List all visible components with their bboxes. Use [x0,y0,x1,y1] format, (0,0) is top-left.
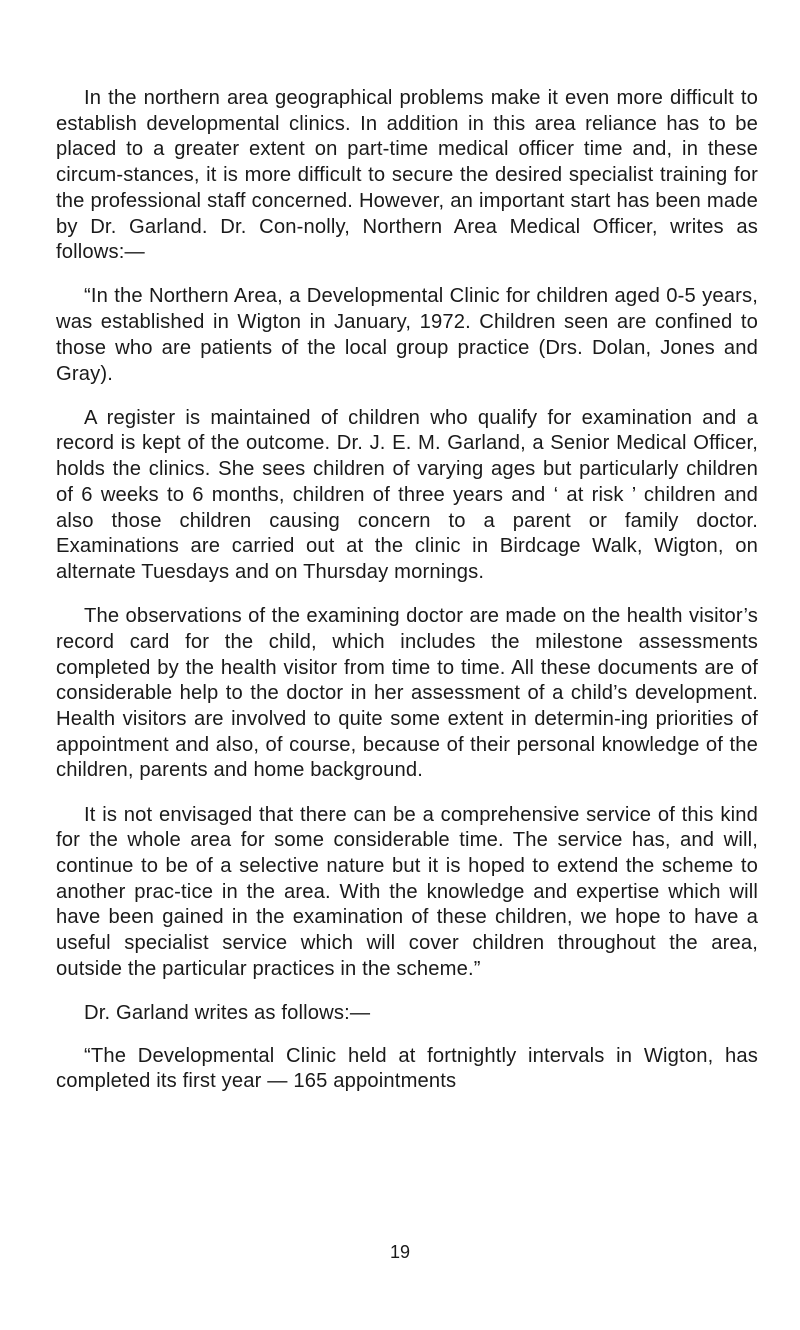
paragraph-register-maintained: A register is maintained of children who qualify for examination and a record is kept of the outcome. Dr. J. E. M. Garland, a Senior Medical Officer, holds the clinics. She sees children of varying ages but particularly children of 6 weeks to 6 months, children of three years and ‘ at risk ’ children and also those children causing concern to a parent or family doctor. Examinations are carried out at the clinic in Birdcage Walk, Wigton, on alternate Tuesdays and on Thursday mornings. [56,406,758,583]
paragraph-quote-first-year: “The Developmental Clinic held at fortnightly intervals in Wigton, has completed its first year — 165 appointments [56,1044,758,1093]
paragraph-observations: The observations of the examining doctor are made on the health visitor’s record card for the child, which includes the milestone assessments completed by the health visitor from time to time. All these documents are of considerable help to the doctor in her assessment of a child’s development. Health visitors are involved to quite some extent in determin-ing priorities of appointment and also, of course, because of their personal knowledge of the children, parents and home background. [56,605,758,782]
paragraph-not-envisaged: It is not envisaged that there can be a comprehensive service of this kind for the whole area for some considerable time. The service has, and will, continue to be of a selective nature but it is hoped to extend the scheme to another prac-tice in the area. With the knowledge and expertise which will have been gained in the examination of these children, we hope to have a useful specialist service which will cover children throughout the area, outside the particular practices in the scheme.” [56,803,758,980]
paragraph-northern-area-intro: In the northern area geographical problems make it even more difficult to establish developmental clinics. In addition in this area reliance has to be placed to a greater extent on part-time medical officer time and, in these circum-stances, it is more difficult to secure the desired specialist training for the professional staff concerned. However, an important start has been made by Dr. Garland. Dr. Con-nolly, Northern Area Medical Officer, writes as follows:— [56,87,758,264]
paragraph-dr-garland-writes: Dr. Garland writes as follows:— [84,1002,371,1024]
document-body [56,86,758,1114]
page-number: 19 [389,1242,411,1262]
paragraph-quote-clinic-established: “In the Northern Area, a Developmental Clinic for children aged 0-5 years, was established in Wigton in January, 1972. Children seen are confined to those who are patients of the local group practice (Drs. Dolan, Jones and Gray). [56,285,758,385]
